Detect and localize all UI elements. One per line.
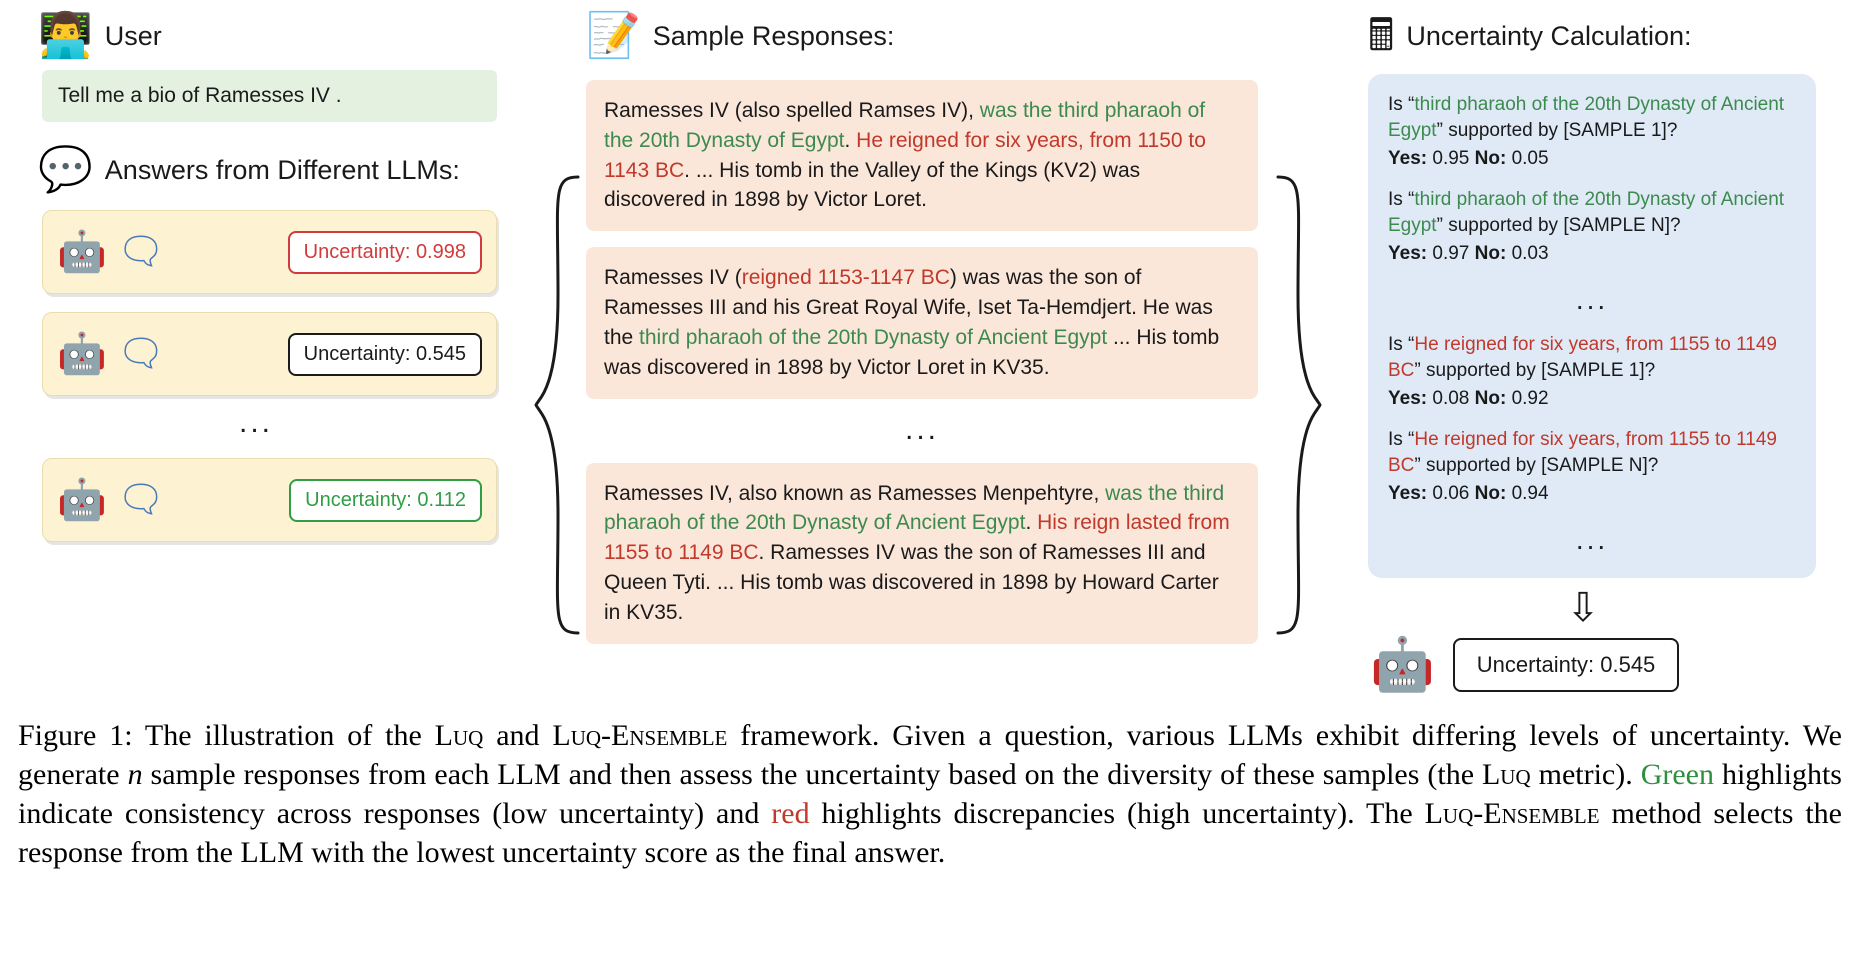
calc-answer bbox=[1388, 386, 1796, 412]
sample-text-plain: Ramesses IV (also spelled Ramses IV), bbox=[604, 99, 980, 122]
speech-bubble-icon: 🗨 bbox=[116, 479, 166, 521]
calc-claim: He reigned for six years, from 1155 to 1149 BC bbox=[1388, 428, 1777, 476]
uncertainty-badge: Uncertainty: 0.998 bbox=[288, 231, 482, 274]
user-label: User bbox=[104, 20, 162, 51]
final-uncertainty-badge: Uncertainty: 0.545 bbox=[1453, 638, 1680, 692]
sample-text-plain: ... His tomb was discovered in 1898 by Victor Loret in KV35. bbox=[604, 325, 1220, 379]
down-arrow-icon: ⇩ bbox=[1566, 585, 1600, 630]
sample-text-red: He reigned for six years, from 1150 to 1143 BC bbox=[604, 128, 1206, 182]
calc-no-label: No: bbox=[1474, 483, 1507, 505]
uncertainty-badge: Uncertainty: 0.112 bbox=[289, 479, 482, 522]
robot-icon: 🤖 bbox=[57, 230, 107, 274]
answers-label: Answers from Different LLMs: bbox=[104, 154, 460, 185]
sample-text-plain: Ramesses IV ( bbox=[604, 266, 742, 290]
sample-response-box bbox=[586, 80, 1258, 231]
sample-response-box bbox=[586, 247, 1258, 398]
chat-qa-icon: 💬 bbox=[38, 145, 93, 194]
calc-prefix: Is “ bbox=[1388, 94, 1415, 115]
robot-icon: 🤖 bbox=[57, 332, 107, 376]
sample-text-plain: . ... His tomb in the Valley of the Kings (KV2) was discovered in 1898 by Victor Loret. bbox=[604, 158, 1141, 212]
calc-no-label: No: bbox=[1474, 388, 1507, 410]
memo-notepad-icon: 📝 bbox=[586, 11, 641, 60]
calc-prefix: Is “ bbox=[1388, 188, 1415, 210]
calc-prefix: Is “ bbox=[1388, 428, 1415, 450]
llm-card[interactable] bbox=[42, 312, 497, 396]
caption-luq: Luq bbox=[434, 719, 484, 752]
calc-yes-value: 0.06 bbox=[1432, 483, 1470, 505]
samples-ellipsis: ... bbox=[904, 412, 939, 446]
sample-text-plain: . bbox=[844, 128, 857, 152]
brace-left bbox=[534, 175, 580, 635]
caption-mid3: sample responses from each LLM and then assess the uncertainty based on the diversity of these samples (the bbox=[142, 758, 1482, 791]
calc-question bbox=[1388, 92, 1796, 144]
calc-yes-value: 0.08 bbox=[1432, 388, 1470, 410]
samples-label: Sample Responses: bbox=[652, 20, 895, 51]
caption-prefix: Figure 1: The illustration of the bbox=[18, 719, 435, 752]
robot-icon: 🤖 bbox=[57, 478, 107, 522]
caption-luq-ensemble: Luq-Ensemble bbox=[552, 719, 728, 752]
caption-suffix: method selects the response from the LLM with the lowest uncertainty score as the final answer. bbox=[18, 797, 1842, 869]
calc-suffix: ” supported by [SAMPLE N]? bbox=[1436, 214, 1681, 236]
llm-list-ellipsis: ... bbox=[239, 406, 274, 439]
speech-bubble-icon: 🗨 bbox=[116, 333, 166, 375]
calc-suffix: ” supported by [SAMPLE 1]? bbox=[1436, 120, 1678, 142]
caption-luq-ensemble: Luq-Ensemble bbox=[1424, 797, 1600, 830]
calc-no-label: No: bbox=[1474, 148, 1507, 170]
calc-ellipsis: ... bbox=[1575, 524, 1609, 556]
llm-card[interactable] bbox=[42, 458, 497, 542]
sample-response-box bbox=[586, 463, 1258, 644]
sample-text-plain: . bbox=[1025, 511, 1038, 535]
final-answer-row bbox=[1370, 635, 1828, 694]
caption-red-word: red bbox=[771, 797, 810, 830]
user-header bbox=[38, 11, 534, 60]
calc-yes-label: Yes: bbox=[1388, 148, 1428, 170]
user-avatar-icon: 👨‍💻 bbox=[38, 11, 93, 60]
uncertainty-header bbox=[1368, 11, 1828, 60]
caption-mid1: and bbox=[483, 719, 553, 752]
calc-yes-value: 0.95 bbox=[1432, 148, 1470, 170]
calc-no-label: No: bbox=[1474, 243, 1507, 265]
calc-answer bbox=[1388, 146, 1796, 172]
sample-text-plain: Ramesses IV, also known as Ramesses Menpehtyre, bbox=[604, 481, 1106, 505]
calc-claim: He reigned for six years, from 1155 to 1149 BC bbox=[1388, 333, 1777, 382]
calc-yes-label: Yes: bbox=[1388, 483, 1428, 505]
calc-prefix: Is “ bbox=[1388, 333, 1415, 355]
calc-claim: third pharaoh of the 20th Dynasty of Ancient Egypt bbox=[1388, 94, 1785, 142]
sample-text-green: was the third pharaoh of the 20th Dynasty of Ancient Egypt bbox=[604, 481, 1225, 535]
calc-no-value: 0.94 bbox=[1511, 483, 1549, 505]
calc-answer bbox=[1388, 241, 1796, 267]
sample-text-plain: ) was was the son of Ramesses III and his Great Royal Wife, Iset Ta-Hemdjert. He was the bbox=[604, 266, 1213, 349]
brace-right bbox=[1276, 175, 1322, 635]
robot-icon: 🤖 bbox=[1370, 635, 1435, 694]
uncertainty-label: Uncertainty Calculation: bbox=[1406, 20, 1692, 51]
calc-no-value: 0.05 bbox=[1511, 148, 1549, 170]
figure-caption bbox=[18, 716, 1842, 872]
calc-ellipsis: ... bbox=[1575, 284, 1609, 316]
caption-mid5: highlights indicate consistency across responses (low uncertainty) and bbox=[18, 758, 1842, 830]
calc-suffix: ” supported by [SAMPLE N]? bbox=[1414, 454, 1659, 476]
left-column bbox=[34, 11, 534, 542]
uncertainty-badge: Uncertainty: 0.545 bbox=[288, 333, 482, 376]
calc-question bbox=[1388, 187, 1796, 239]
calc-suffix: ” supported by [SAMPLE 1]? bbox=[1414, 360, 1656, 382]
calc-yes-label: Yes: bbox=[1388, 388, 1428, 410]
middle-column bbox=[586, 11, 1266, 644]
caption-green-word: Green bbox=[1640, 758, 1714, 791]
sample-text-red: His reign lasted from 1155 to 1149 BC bbox=[604, 511, 1230, 565]
sample-text-green: third pharaoh of the 20th Dynasty of Ancient Egypt bbox=[639, 325, 1108, 349]
right-column bbox=[1368, 11, 1828, 694]
calc-question bbox=[1388, 332, 1796, 384]
caption-luq: Luq bbox=[1481, 758, 1531, 791]
answers-header bbox=[38, 145, 534, 194]
calculator-icon: 🖩 bbox=[1368, 11, 1395, 60]
speech-bubble-icon: 🗨 bbox=[116, 231, 166, 273]
calc-no-value: 0.92 bbox=[1511, 388, 1549, 410]
calc-answer bbox=[1388, 481, 1796, 507]
calc-claim: third pharaoh of the 20th Dynasty of Ancient Egypt bbox=[1388, 188, 1785, 236]
caption-mid2: framework. Given a question, various LLMs exhibit differing levels of uncertainty. We generate bbox=[18, 719, 1842, 791]
sample-text-red: reigned 1153-1147 BC bbox=[741, 266, 950, 290]
samples-header bbox=[586, 11, 1266, 60]
caption-n-variable: n bbox=[127, 758, 143, 791]
calc-yes-label: Yes: bbox=[1388, 243, 1428, 265]
calc-question bbox=[1388, 427, 1796, 479]
caption-mid4: metric). bbox=[1530, 758, 1641, 791]
sample-text-plain: . Ramesses IV was the son of Ramesses III and Queen Tyti. ... His tomb was discovered in 1898 by Howard Carter in KV35. bbox=[604, 541, 1219, 624]
user-question: Tell me a bio of Ramesses IV . bbox=[42, 70, 497, 122]
calc-yes-value: 0.97 bbox=[1432, 243, 1470, 265]
caption-mid6: highlights discrepancies (high uncertainty). The bbox=[809, 797, 1425, 830]
calc-no-value: 0.03 bbox=[1511, 243, 1549, 265]
sample-text-green: was the third pharaoh of the 20th Dynasty of Egypt bbox=[604, 99, 1206, 152]
llm-card[interactable] bbox=[42, 210, 497, 294]
uncertainty-calculation-box bbox=[1368, 74, 1816, 578]
